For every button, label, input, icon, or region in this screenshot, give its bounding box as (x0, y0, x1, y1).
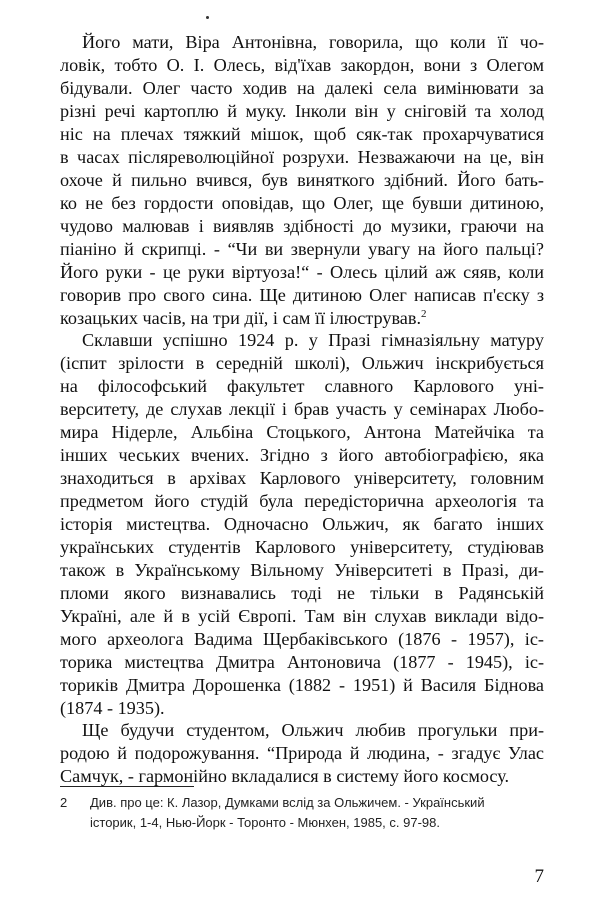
text-line: Склавши успішно 1924 р. у Празі гімназіяльну матуру (82, 330, 544, 350)
text-line: (1874 - 1935). (60, 698, 165, 718)
paragraph-prague-studies (60, 329, 544, 720)
print-speck (206, 16, 209, 19)
footnote-reference[interactable]: 2 (421, 308, 427, 320)
footnote-separator (60, 786, 194, 787)
text-line: Ще будучи студентом, Ольжич любив прогульки при- (82, 720, 544, 740)
paragraph-mother-memories (60, 31, 544, 330)
text-line: ніс на плечах тяжкий мішок, щоб сяк-так прохарчуватися (60, 124, 544, 144)
text-line: говорив про свого сина. Ще дитиною Олег написав п'єску з (60, 285, 544, 305)
text-line: піаніно й скрипці. - “Чи ви звернули увагу на його пальці? (60, 239, 544, 259)
text-line: Його руки - це руки віртуоза!“ - Олесь цілий аж сяяв, коли (60, 262, 544, 282)
text-line: українських студентів Карлового університету, студіював (60, 537, 544, 557)
text-line: інших чеських вчених. Згідно з його автобіографією, яка (60, 445, 544, 465)
text-line: знаходиться в архівах Карлового університету, головним (60, 468, 544, 488)
text-line: верситету, де слухав лекції і брав участь у семінарах Любо- (60, 399, 544, 419)
book-page (60, 0, 544, 907)
text-line: також в Українському Вільному Університеті в Празі, ди- (60, 560, 544, 580)
text-line: бідували. Олег часто ходив на далекі села вимінювати за (60, 78, 544, 98)
paragraph-nature-travel (60, 719, 544, 788)
text-line: Україні, але й в усій Європі. Там він слухав виклади відо- (60, 606, 544, 626)
footnote-text (90, 793, 544, 833)
text-line: мира Нідерле, Альбіна Стоцького, Антона Матейчіка та (60, 422, 544, 442)
text-line: ловік, тобто О. І. Олесь, від'їхав закордон, вони з Олегом (60, 55, 544, 75)
text-line: (іспит зрілости в середній школі), Ольжич інскрибується (60, 353, 544, 373)
text-line: охоче й пильно вчився, був виняткого здібний. Його бать- (60, 170, 544, 190)
text-line: предметом його студій була передісторична археологія та (60, 491, 544, 511)
footnote-line: історик, 1-4, Нью-Йорк - Торонто - Мюнхен, 1985, с. 97-98. (90, 815, 440, 830)
text-line: чудово малював і виявляв здібності до музики, граючи на (60, 216, 544, 236)
text-line: пломи якого визнавались тоді не тільки в Радянській (60, 583, 544, 603)
page-number: 7 (534, 866, 544, 887)
text-line: різні речі картоплю й муку. Інколи він у сніговій та холод (60, 101, 544, 121)
text-line: ко не без гордости оповідав, що Олег, ще бувши дитиною, (60, 193, 544, 213)
text-line: торика мистецтва Дмитра Антоновича (1877 - 1945), іс- (60, 652, 544, 672)
text-line: в часах післяреволюційної розрухи. Незважаючи на це, він (60, 147, 544, 167)
text-line: Його мати, Віра Антонівна, говорила, що коли її чо- (82, 32, 544, 52)
footnote-number: 2 (60, 795, 68, 810)
footnote-line: Див. про це: К. Лазор, Думками вслід за Ольжичем. - Український (90, 795, 485, 810)
text-line: на філософський факультет славного Карлового уні- (60, 376, 544, 396)
text-line: родою й подорожування. “Природа й людина, - згадує Улас (60, 743, 544, 763)
text-line: козацьких часів, на три дії, і сам її ілюстрував.$^2$ (60, 308, 427, 328)
text-line: мого археолога Вадима Щербаківського (1876 - 1957), іс- (60, 629, 544, 649)
text-line: Самчук, - гармонійно вкладалися в систему його космосу. (60, 766, 510, 786)
text-line: ториків Дмитра Дорошенка (1882 - 1951) й Василя Біднова (60, 675, 544, 695)
text-line: історія мистецтва. Одночасно Ольжич, як багато інших (60, 514, 544, 534)
